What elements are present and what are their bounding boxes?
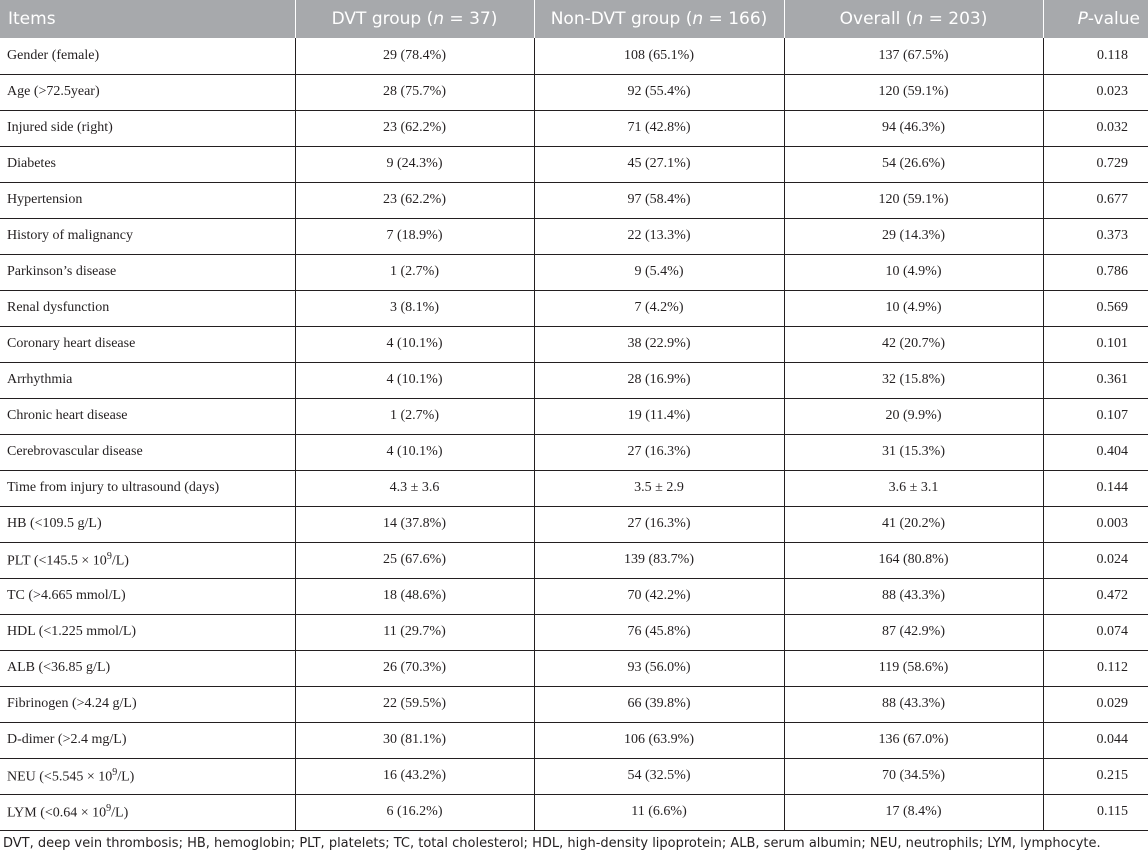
cell-overall: 120 (59.1%) — [784, 74, 1043, 110]
cell-dvt: 28 (75.7%) — [295, 74, 534, 110]
header-nondvt-suffix: = 166) — [703, 9, 768, 29]
table-row — [0, 506, 1148, 542]
cell-dvt: 22 (59.5%) — [295, 686, 534, 722]
cell-non-dvt: 38 (22.9%) — [534, 326, 784, 362]
cell-p-value: 0.115 — [1043, 794, 1148, 830]
cell-overall: 136 (67.0%) — [784, 722, 1043, 758]
header-items-label: Items — [8, 9, 56, 29]
cell-non-dvt: 27 (16.3%) — [534, 506, 784, 542]
cell-overall: 87 (42.9%) — [784, 614, 1043, 650]
cell-overall: 54 (26.6%) — [784, 146, 1043, 182]
table-row — [0, 218, 1148, 254]
cell-item-exponent: 9 — [106, 802, 112, 814]
cell-non-dvt: 28 (16.9%) — [534, 362, 784, 398]
cell-item: Renal dysfunction — [0, 290, 295, 326]
cell-item-unit: /L) — [117, 769, 135, 785]
cell-item: Injured side (right) — [0, 110, 295, 146]
cell-non-dvt: 108 (65.1%) — [534, 38, 784, 74]
cell-overall: 88 (43.3%) — [784, 578, 1043, 614]
table-row — [0, 182, 1148, 218]
cell-p-value: 0.107 — [1043, 398, 1148, 434]
cell-item: Gender (female) — [0, 38, 295, 74]
cell-item-text: PLT (<145.5 × 10 — [7, 553, 107, 569]
cell-non-dvt: 27 (16.3%) — [534, 434, 784, 470]
cell-item: Age (>72.5year) — [0, 74, 295, 110]
cell-p-value: 0.032 — [1043, 110, 1148, 146]
cell-item — [0, 758, 295, 794]
table-row — [0, 362, 1148, 398]
cell-dvt: 11 (29.7%) — [295, 614, 534, 650]
cell-non-dvt: 9 (5.4%) — [534, 254, 784, 290]
cell-dvt: 25 (67.6%) — [295, 542, 534, 578]
cell-dvt: 4 (10.1%) — [295, 434, 534, 470]
cell-item — [0, 794, 295, 830]
cell-overall: 31 (15.3%) — [784, 434, 1043, 470]
cell-item: HB (<109.5 g/L) — [0, 506, 295, 542]
cell-item: ALB (<36.85 g/L) — [0, 650, 295, 686]
cell-p-value: 0.786 — [1043, 254, 1148, 290]
cell-non-dvt: 71 (42.8%) — [534, 110, 784, 146]
header-dvt-n: n — [433, 9, 445, 29]
header-nondvt-prefix: Non-DVT group ( — [550, 9, 693, 29]
cell-non-dvt: 93 (56.0%) — [534, 650, 784, 686]
cell-non-dvt: 7 (4.2%) — [534, 290, 784, 326]
header-non-dvt-group — [534, 0, 784, 38]
cell-non-dvt: 45 (27.1%) — [534, 146, 784, 182]
table-row — [0, 722, 1148, 758]
cell-non-dvt: 76 (45.8%) — [534, 614, 784, 650]
cell-dvt: 9 (24.3%) — [295, 146, 534, 182]
header-dvt-group — [295, 0, 534, 38]
cell-p-value: 0.074 — [1043, 614, 1148, 650]
cell-non-dvt: 54 (32.5%) — [534, 758, 784, 794]
cell-overall: 119 (58.6%) — [784, 650, 1043, 686]
table-row — [0, 794, 1148, 830]
header-p-suffix: -value — [1087, 9, 1140, 29]
cell-dvt: 4.3 ± 3.6 — [295, 470, 534, 506]
cell-p-value: 0.024 — [1043, 542, 1148, 578]
cell-item-text: LYM (<0.64 × 10 — [7, 805, 107, 821]
cell-overall: 29 (14.3%) — [784, 218, 1043, 254]
cell-item: Parkinson’s disease — [0, 254, 295, 290]
cell-non-dvt: 106 (63.9%) — [534, 722, 784, 758]
table-row — [0, 686, 1148, 722]
cell-non-dvt: 22 (13.3%) — [534, 218, 784, 254]
cell-p-value: 0.144 — [1043, 470, 1148, 506]
table-row — [0, 542, 1148, 578]
cell-p-value: 0.044 — [1043, 722, 1148, 758]
cell-item-exponent: 9 — [112, 766, 118, 778]
table-row — [0, 326, 1148, 362]
cell-overall: 17 (8.4%) — [784, 794, 1043, 830]
cell-dvt: 26 (70.3%) — [295, 650, 534, 686]
header-dvt-suffix: = 37) — [444, 9, 498, 29]
cell-item: HDL (<1.225 mmol/L) — [0, 614, 295, 650]
cell-p-value: 0.361 — [1043, 362, 1148, 398]
cell-dvt: 1 (2.7%) — [295, 398, 534, 434]
cell-dvt: 16 (43.2%) — [295, 758, 534, 794]
header-overall-suffix: = 203) — [923, 9, 988, 29]
table-row — [0, 650, 1148, 686]
header-p-value — [1043, 0, 1148, 38]
cell-non-dvt: 70 (42.2%) — [534, 578, 784, 614]
header-nondvt-n: n — [692, 9, 704, 29]
cell-overall: 164 (80.8%) — [784, 542, 1043, 578]
cell-dvt: 1 (2.7%) — [295, 254, 534, 290]
cell-dvt: 6 (16.2%) — [295, 794, 534, 830]
table-body — [0, 38, 1148, 830]
cell-dvt: 18 (48.6%) — [295, 578, 534, 614]
cell-p-value: 0.112 — [1043, 650, 1148, 686]
header-overall — [784, 0, 1043, 38]
cell-item-text: NEU (<5.545 × 10 — [7, 769, 113, 785]
cell-dvt: 14 (37.8%) — [295, 506, 534, 542]
cell-dvt: 23 (62.2%) — [295, 110, 534, 146]
table-header — [0, 0, 1148, 38]
cell-p-value: 0.023 — [1043, 74, 1148, 110]
cell-item: Arrhythmia — [0, 362, 295, 398]
cell-item: Chronic heart disease — [0, 398, 295, 434]
cell-p-value: 0.677 — [1043, 182, 1148, 218]
cell-item: D-dimer (>2.4 mg/L) — [0, 722, 295, 758]
cell-non-dvt: 97 (58.4%) — [534, 182, 784, 218]
cell-overall: 94 (46.3%) — [784, 110, 1043, 146]
cell-p-value: 0.404 — [1043, 434, 1148, 470]
cell-p-value: 0.373 — [1043, 218, 1148, 254]
header-overall-prefix: Overall ( — [839, 9, 913, 29]
cell-p-value: 0.472 — [1043, 578, 1148, 614]
cell-p-value: 0.003 — [1043, 506, 1148, 542]
header-dvt-prefix: DVT group ( — [331, 9, 434, 29]
cell-overall: 70 (34.5%) — [784, 758, 1043, 794]
cell-item: Time from injury to ultrasound (days) — [0, 470, 295, 506]
table-row — [0, 38, 1148, 74]
cell-overall: 3.6 ± 3.1 — [784, 470, 1043, 506]
cell-overall: 137 (67.5%) — [784, 38, 1043, 74]
cell-item-unit: /L) — [111, 553, 129, 569]
cell-non-dvt: 139 (83.7%) — [534, 542, 784, 578]
cell-dvt: 29 (78.4%) — [295, 38, 534, 74]
cell-dvt: 4 (10.1%) — [295, 326, 534, 362]
table-row — [0, 110, 1148, 146]
cell-non-dvt: 11 (6.6%) — [534, 794, 784, 830]
cell-overall: 41 (20.2%) — [784, 506, 1043, 542]
cell-overall: 42 (20.7%) — [784, 326, 1043, 362]
cell-overall: 20 (9.9%) — [784, 398, 1043, 434]
table-row — [0, 614, 1148, 650]
cell-dvt: 3 (8.1%) — [295, 290, 534, 326]
cell-p-value: 0.101 — [1043, 326, 1148, 362]
cell-dvt: 23 (62.2%) — [295, 182, 534, 218]
cell-item: Cerebrovascular disease — [0, 434, 295, 470]
cell-item: Diabetes — [0, 146, 295, 182]
cell-p-value: 0.029 — [1043, 686, 1148, 722]
cell-item: Coronary heart disease — [0, 326, 295, 362]
header-overall-n: n — [912, 9, 924, 29]
table-footnote: DVT, deep vein thrombosis; HB, hemoglobin; PLT, platelets; TC, total cholesterol; HDL, high-density lipoprotein; ALB, serum albumin; NEU, neutrophils; LYM, lymphocyte. — [3, 836, 1101, 851]
cell-non-dvt: 92 (55.4%) — [534, 74, 784, 110]
table-row — [0, 146, 1148, 182]
table-row — [0, 74, 1148, 110]
header-p-italic: P — [1077, 9, 1088, 29]
cell-item: Fibrinogen (>4.24 g/L) — [0, 686, 295, 722]
cell-p-value: 0.118 — [1043, 38, 1148, 74]
cell-dvt: 30 (81.1%) — [295, 722, 534, 758]
cell-p-value: 0.729 — [1043, 146, 1148, 182]
cell-item-unit: /L) — [111, 805, 129, 821]
cell-dvt: 7 (18.9%) — [295, 218, 534, 254]
table-row — [0, 254, 1148, 290]
cell-p-value: 0.569 — [1043, 290, 1148, 326]
cell-item — [0, 542, 295, 578]
cell-non-dvt: 66 (39.8%) — [534, 686, 784, 722]
table-row — [0, 578, 1148, 614]
table-row — [0, 290, 1148, 326]
cell-item: Hypertension — [0, 182, 295, 218]
table-row — [0, 758, 1148, 794]
cell-overall: 10 (4.9%) — [784, 290, 1043, 326]
table-row — [0, 470, 1148, 506]
header-items — [0, 0, 295, 38]
cell-item-exponent: 9 — [106, 550, 112, 562]
cell-item: TC (>4.665 mmol/L) — [0, 578, 295, 614]
cell-overall: 10 (4.9%) — [784, 254, 1043, 290]
cell-non-dvt: 19 (11.4%) — [534, 398, 784, 434]
cell-item: History of malignancy — [0, 218, 295, 254]
cell-overall: 32 (15.8%) — [784, 362, 1043, 398]
cell-overall: 88 (43.3%) — [784, 686, 1043, 722]
table-row — [0, 434, 1148, 470]
cell-overall: 120 (59.1%) — [784, 182, 1043, 218]
header-row — [0, 0, 1148, 38]
cell-p-value: 0.215 — [1043, 758, 1148, 794]
cell-non-dvt: 3.5 ± 2.9 — [534, 470, 784, 506]
table-row — [0, 398, 1148, 434]
cell-dvt: 4 (10.1%) — [295, 362, 534, 398]
